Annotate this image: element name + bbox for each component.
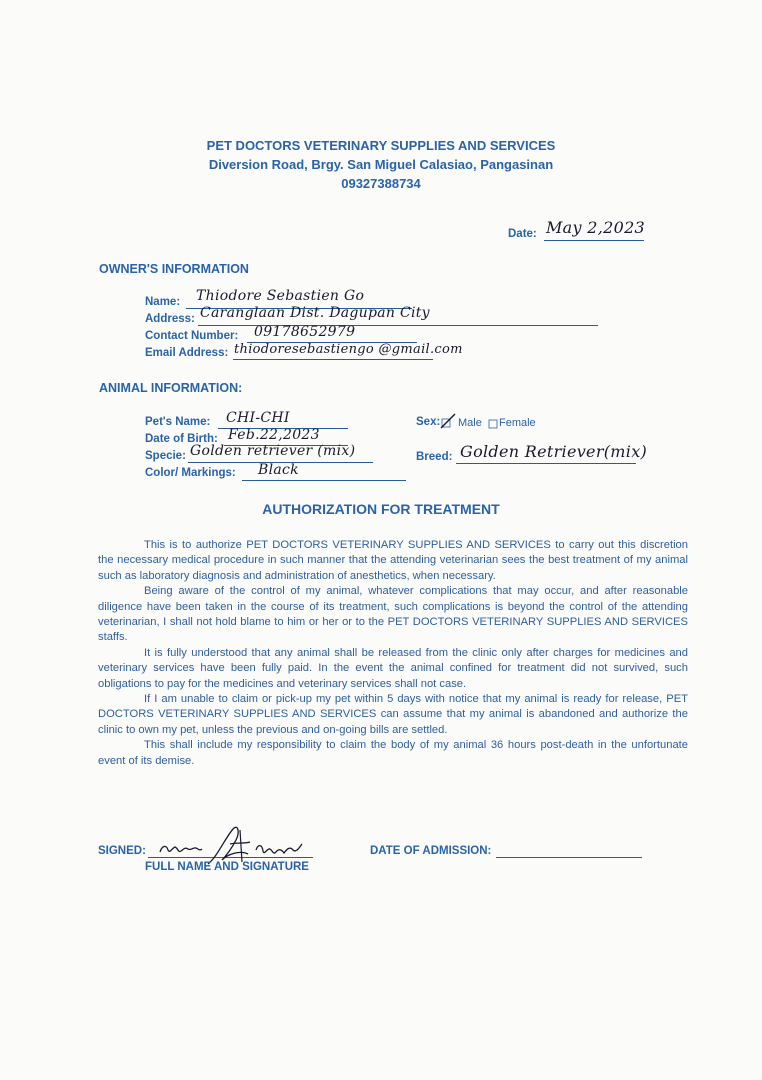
authorization-title: AUTHORIZATION FOR TREATMENT: [262, 501, 500, 517]
pet-name-label: Pet's Name:: [145, 416, 211, 428]
authorization-paragraph: Being aware of the control of my animal, whatever complications that may occur, and after reasonable diligence have been taken in the course of its treatment, such complications is beyond the control of the attending veterinarian, I shall not hold blame to him or her or to the PET DOCTORS VETERINARY SUPPLIES AND SERVICES staffs.: [98, 585, 688, 644]
sex-label: Sex:: [416, 416, 441, 428]
company-address: Diversion Road, Brgy. San Miguel Calasiao, Pangasinan: [208, 157, 554, 172]
date-label: Date:: [508, 228, 537, 240]
owner-name-value: Thiodore Sebastien Go: [196, 288, 365, 304]
sex-male-option[interactable]: Male: [458, 417, 482, 429]
authorization-body: [98, 538, 688, 769]
company-name: PET DOCTORS VETERINARY SUPPLIES AND SERVICES: [206, 138, 556, 153]
signed-label: SIGNED:: [98, 845, 146, 857]
color-value: Black: [258, 462, 299, 478]
owner-name-label: Name:: [145, 296, 181, 308]
authorization-paragraph: It is fully understood that any animal shall be released from the clinic only after charges for medicines and veterinary services have been fully paid. In the event the animal confined for treatment did not survived, such obligations to pay for the medicines and veterinary services shall not case.: [98, 646, 688, 690]
authorization-paragraph: This is to authorize PET DOCTORS VETERINARY SUPPLIES AND SERVICES to carry out this discretion the necessary medical procedure in such manner that the attending veterinarian sees the best treatment of my animal such as laboratory diagnosis and administration of anesthetics, when necessary.: [98, 539, 688, 582]
owner-address-value: Caranglaan Dist. Dagupan City: [200, 305, 430, 321]
pet-name-value: CHI-CHI: [226, 410, 290, 426]
owner-contact-label: Contact Number:: [145, 330, 239, 342]
owner-section-title: OWNER'S INFORMATION: [99, 262, 249, 276]
animal-section-title: ANIMAL INFORMATION:: [99, 381, 243, 395]
owner-email-line: [233, 359, 433, 360]
specie-label: Specie:: [145, 450, 186, 462]
owner-email-value: thiodoresebastiengo @gmail.com: [234, 342, 463, 357]
company-phone: 09327388734: [341, 176, 421, 191]
date-line: [544, 240, 644, 241]
date-value: May 2,2023: [546, 218, 646, 237]
sex-female-option[interactable]: Female: [499, 417, 536, 429]
authorization-paragraph: This shall include my responsibility to claim the body of my animal 36 hours post-death in the unfortunate event of its demise.: [98, 739, 688, 767]
breed-line: [456, 463, 636, 464]
dob-label: Date of Birth:: [145, 433, 218, 445]
dob-value: Feb.22,2023: [228, 427, 320, 443]
breed-label: Breed:: [416, 451, 453, 463]
owner-address-label: Address:: [145, 313, 195, 325]
specie-value: Golden retriever (mix): [190, 443, 356, 459]
male-checkmark-icon: [440, 412, 458, 432]
color-label: Color/ Markings:: [145, 467, 236, 479]
date-of-admission-label: DATE OF ADMISSION:: [370, 845, 492, 857]
owner-contact-value: 09178652979: [254, 324, 356, 340]
female-checkbox-icon[interactable]: [488, 419, 498, 429]
authorization-paragraph: If I am unable to claim or pick-up my pet within 5 days with notice that my animal is ready for release, PET DOCTORS VETERINARY SUPPLIES AND SERVICES can assume that my animal is abandoned and authorize the clinic to own my pet, unless the previous and on-going bills are settled.: [98, 693, 688, 736]
owner-email-label: Email Address:: [145, 347, 229, 359]
color-line: [242, 480, 406, 481]
date-of-admission-line: [496, 857, 642, 858]
full-name-signature-label: FULL NAME AND SIGNATURE: [145, 861, 309, 873]
breed-value: Golden Retriever(mix): [460, 442, 648, 461]
